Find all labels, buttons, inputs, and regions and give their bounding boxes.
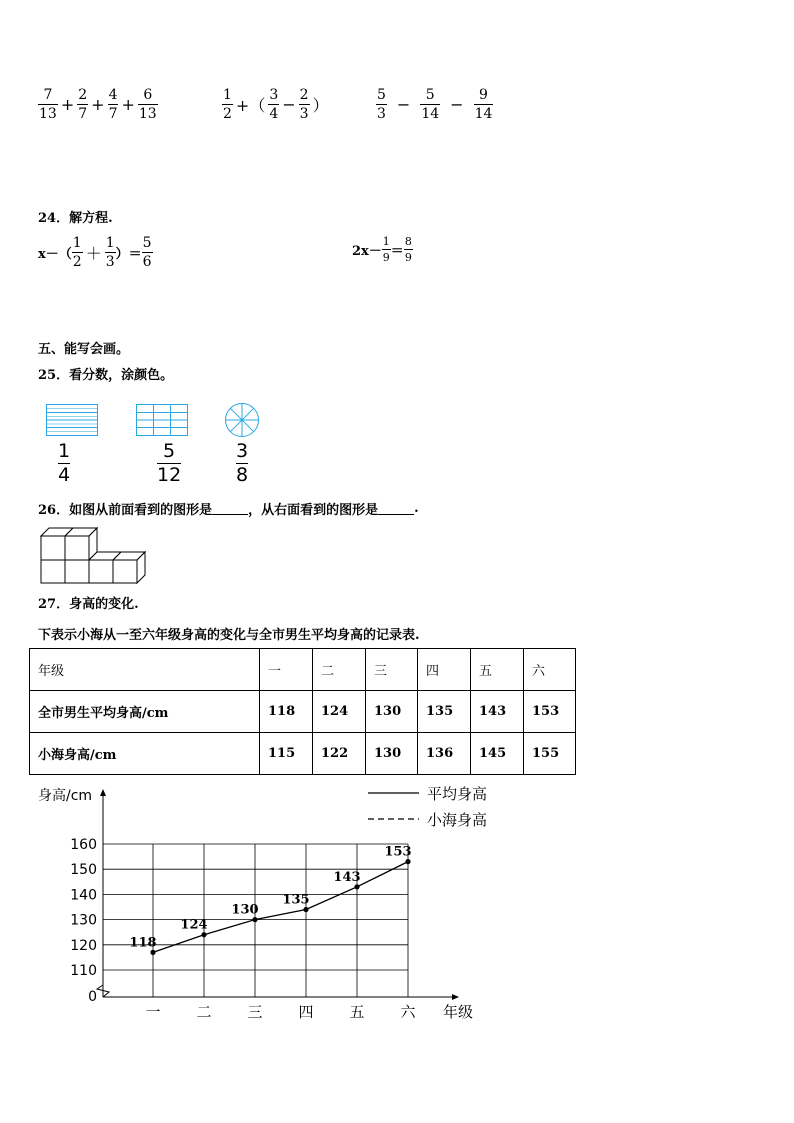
table-cell: 145 xyxy=(471,733,524,775)
table-cell: 143 xyxy=(471,691,524,733)
operator: + xyxy=(60,95,75,114)
fraction: $\frac{1}{9}$ xyxy=(382,235,390,264)
operator: + xyxy=(121,95,135,114)
equation-text: ＝ xyxy=(390,244,404,259)
operator: ） xyxy=(312,96,329,115)
x-tick-label: 五 xyxy=(349,1003,365,1021)
table-row xyxy=(30,733,576,775)
table-row xyxy=(30,691,576,733)
operator: − xyxy=(282,95,296,114)
y-tick-label: 140 xyxy=(70,887,97,904)
data-label: 153 xyxy=(384,844,412,860)
section-five-title: 五、能写会画。 xyxy=(38,342,130,357)
x-axis-arrow xyxy=(452,994,459,1000)
legend-label: 小海身高 xyxy=(427,811,488,829)
data-point xyxy=(303,907,308,912)
table-header-cell: 四 xyxy=(418,649,471,691)
fraction: $\frac{2}{7}$ xyxy=(78,87,88,122)
fraction-label-1: 1 4 xyxy=(58,440,71,486)
y-tick-label: 0 xyxy=(88,989,97,1005)
data-label: 130 xyxy=(231,902,259,918)
data-point xyxy=(252,917,257,922)
y-axis-label: 身高/cm xyxy=(38,788,93,804)
data-label: 135 xyxy=(282,892,310,908)
fraction: $\frac{1}{2}$ xyxy=(223,87,232,122)
table-cell: 122 xyxy=(313,733,366,775)
operator: − xyxy=(396,95,411,114)
table-cell: 136 xyxy=(418,733,471,775)
table-cell: 115 xyxy=(260,733,313,775)
rectangle-quarters-shape xyxy=(46,404,98,436)
y-tick-label: 150 xyxy=(70,862,97,879)
table-cell: 153 xyxy=(524,691,576,733)
table-header-cell: 二 xyxy=(313,649,366,691)
answer-blank-right[interactable] xyxy=(378,503,414,515)
equation-2 xyxy=(352,236,413,263)
x-tick-label: 二 xyxy=(196,1003,212,1021)
fraction: $\frac{2}{3}$ xyxy=(299,87,309,122)
data-point xyxy=(150,950,155,955)
equation-text: x－（ xyxy=(38,247,72,262)
equation-text: 2x－ xyxy=(352,244,382,259)
x-tick-label: 六 xyxy=(400,1003,416,1021)
data-label: 118 xyxy=(129,935,157,951)
y-tick-label: 110 xyxy=(70,963,97,979)
equation-text: ）＝ xyxy=(115,247,142,262)
data-point xyxy=(354,884,359,889)
table-header-cell: 年级 xyxy=(30,649,260,691)
calc-expression-3 xyxy=(376,88,493,121)
table-cell: 135 xyxy=(418,691,471,733)
fraction: $\frac{1}{3}$ xyxy=(105,235,115,270)
fraction: $\frac{4}{7}$ xyxy=(108,87,118,122)
table-header-cell: 五 xyxy=(471,649,524,691)
table-header-cell: 三 xyxy=(366,649,418,691)
question-26-text: 26．如图从前面看到的图形是 ，从右面看到的图形是 . xyxy=(38,501,419,518)
table-cell: 118 xyxy=(260,691,313,733)
operator: ＋ xyxy=(85,244,102,263)
table-cell: 全市男生平均身高/cm xyxy=(30,691,260,733)
question-25-title: 25．看分数，涂颜色。 xyxy=(38,368,174,383)
rectangle-twelfths-shape xyxy=(136,404,188,436)
table-cell: 124 xyxy=(313,691,366,733)
fraction: $\frac{5}{6}$ xyxy=(142,235,152,270)
fraction: $\frac{6}{13}$ xyxy=(138,87,157,122)
equation-1 xyxy=(38,236,153,269)
x-axis-label: 年级 xyxy=(443,1003,474,1021)
calc-expression-2 xyxy=(222,88,332,121)
circle-eighths-shape xyxy=(224,402,260,438)
question-27-title: 27．身高的变化. xyxy=(38,597,139,612)
fraction: $\frac{1}{2}$ xyxy=(72,235,82,270)
data-label: 124 xyxy=(180,917,208,933)
question-27-description: 下表示小海从一至六年级身高的变化与全市男生平均身高的记录表. xyxy=(38,628,420,643)
fraction: $\frac{5}{3}$ xyxy=(377,87,386,122)
table-header-cell: 一 xyxy=(260,649,313,691)
data-point xyxy=(201,932,206,937)
data-point xyxy=(405,859,410,864)
x-tick-label: 四 xyxy=(298,1003,314,1021)
table-cell: 130 xyxy=(366,691,418,733)
height-record-table xyxy=(29,648,576,775)
table-header-cell: 六 xyxy=(524,649,576,691)
y-axis-arrow xyxy=(100,789,106,796)
table-cell: 130 xyxy=(366,733,418,775)
fraction: $\frac{8}{9}$ xyxy=(404,235,412,264)
y-tick-label: 130 xyxy=(70,912,97,929)
legend-label: 平均身高 xyxy=(427,785,488,803)
operator: + xyxy=(91,95,105,114)
x-tick-label: 三 xyxy=(247,1003,263,1021)
height-line-chart xyxy=(0,780,794,1030)
operator: +（ xyxy=(235,96,266,115)
x-tick-label: 一 xyxy=(145,1003,161,1021)
fraction: $\frac{5}{14}$ xyxy=(421,87,440,122)
fraction-label-3: 3 8 xyxy=(236,440,249,486)
question-24-title: 24．解方程. xyxy=(38,211,113,226)
cube-stack-figure xyxy=(38,524,150,584)
fraction: $\frac{9}{14}$ xyxy=(474,87,493,122)
series-line-average xyxy=(153,862,408,953)
fraction: $\frac{7}{13}$ xyxy=(39,87,57,122)
y-tick-label: 120 xyxy=(70,937,97,954)
calc-expression-1 xyxy=(38,88,158,121)
data-label: 143 xyxy=(333,869,361,885)
fraction: $\frac{3}{4}$ xyxy=(269,87,279,122)
table-cell: 155 xyxy=(524,733,576,775)
table-cell: 小海身高/cm xyxy=(30,733,260,775)
fraction-label-2: 5 12 xyxy=(157,440,182,486)
answer-blank-front[interactable] xyxy=(212,503,248,515)
operator: − xyxy=(450,95,464,114)
y-tick-label: 160 xyxy=(70,837,97,853)
table-row xyxy=(30,649,576,691)
